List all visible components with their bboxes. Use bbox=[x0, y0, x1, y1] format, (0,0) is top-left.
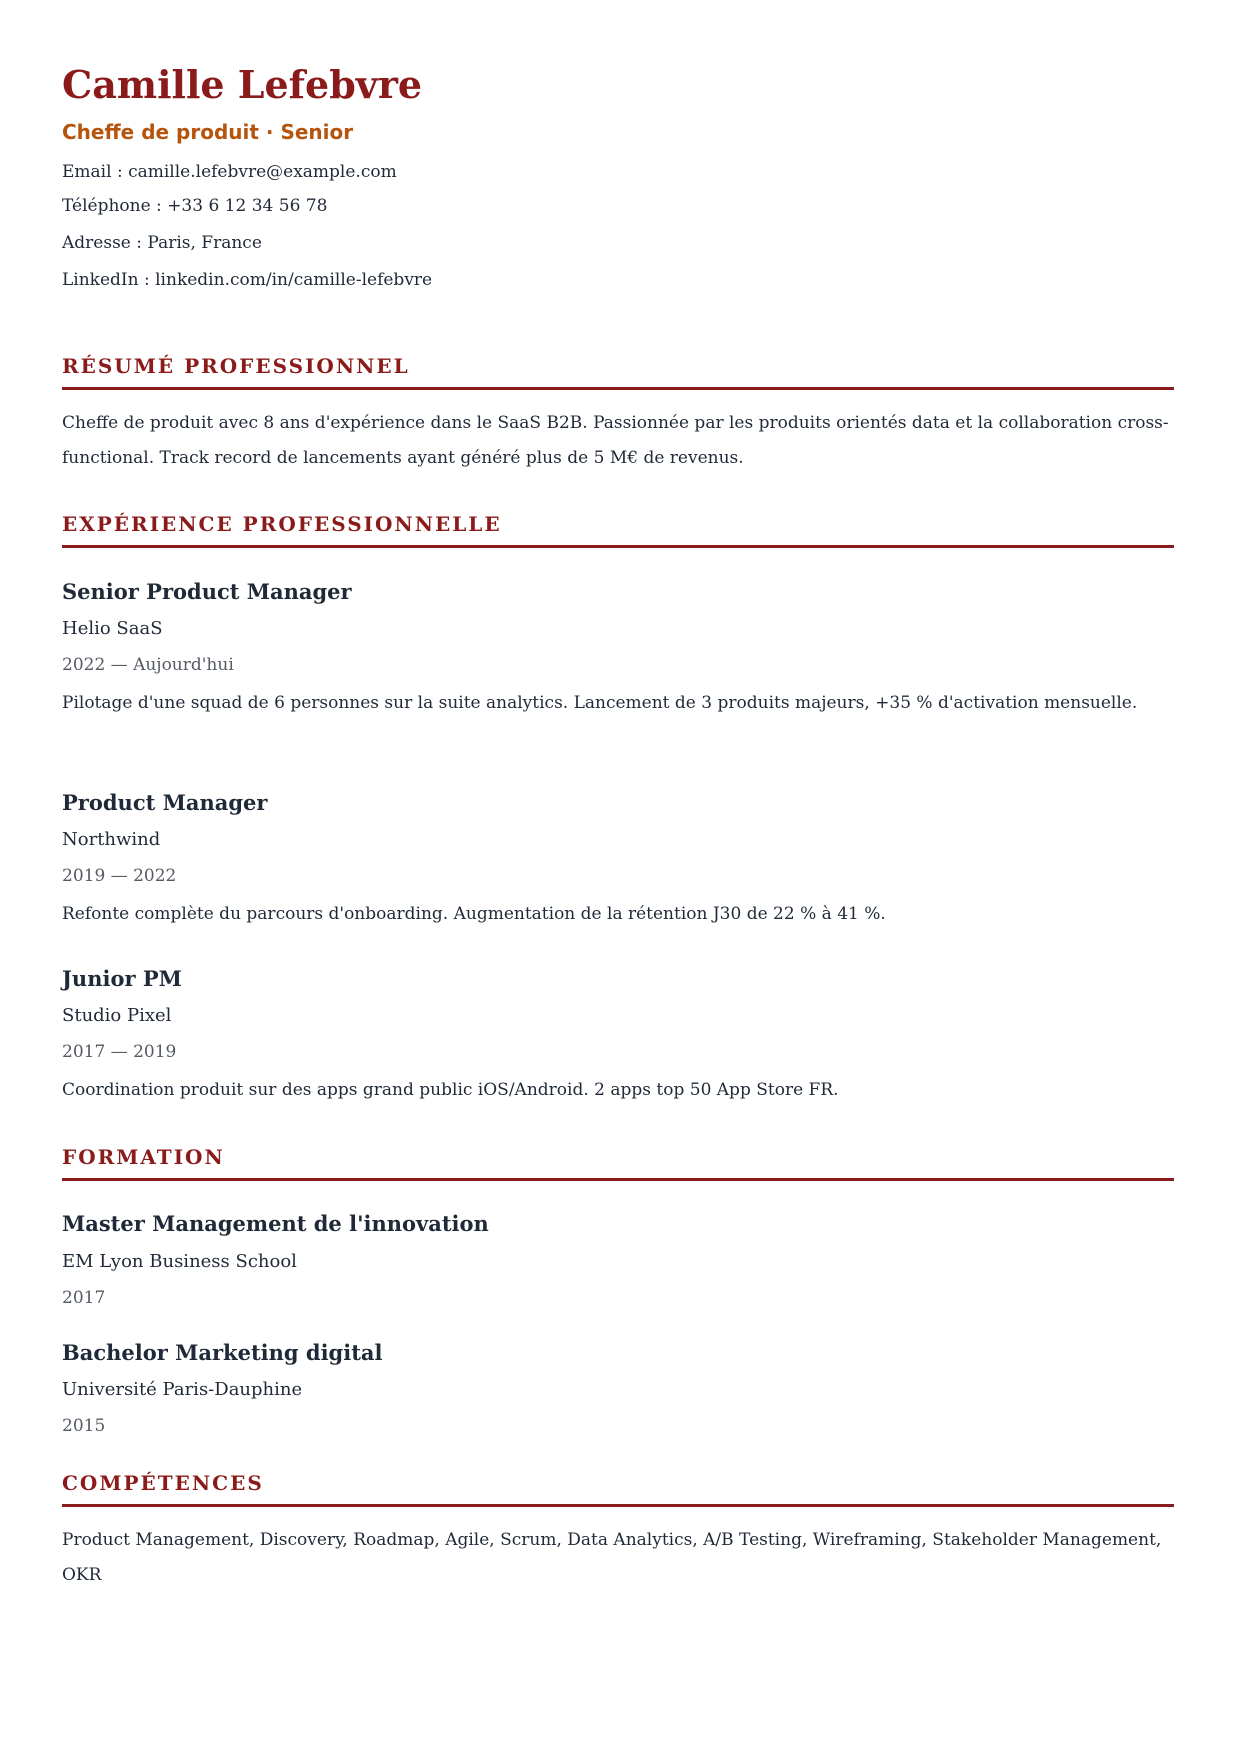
contact-linkedin: LinkedIn : linkedin.com/in/camille-lefebvre bbox=[62, 270, 433, 290]
section-heading-skills: COMPÉTENCES bbox=[62, 1471, 264, 1495]
section-divider bbox=[62, 1504, 1174, 1507]
job-dates: 2022 — Aujourd'hui bbox=[62, 655, 234, 675]
job-company: Northwind bbox=[62, 829, 161, 850]
job-dates: 2019 — 2022 bbox=[62, 866, 177, 886]
education-school: EM Lyon Business School bbox=[62, 1251, 297, 1272]
job-role: Senior Product Manager bbox=[62, 579, 352, 604]
education-school: Université Paris-Dauphine bbox=[62, 1379, 303, 1400]
education-degree: Master Management de l'innovation bbox=[62, 1211, 489, 1236]
section-divider bbox=[62, 1178, 1174, 1181]
section-divider bbox=[62, 387, 1174, 390]
section-heading-experience: EXPÉRIENCE PROFESSIONNELLE bbox=[62, 512, 502, 536]
job-dates: 2017 — 2019 bbox=[62, 1042, 177, 1062]
education-year: 2017 bbox=[62, 1288, 106, 1308]
skills-text: Product Management, Discovery, Roadmap, Agile, Scrum, Data Analytics, A/B Testing, Wireframing, Stakeholder Management, OKR bbox=[62, 1530, 1162, 1585]
job-role: Junior PM bbox=[62, 966, 182, 991]
job-description: Refonte complète du parcours d'onboarding. Augmentation de la rétention J30 de 22 % à 41 %. bbox=[62, 904, 886, 924]
job-company: Studio Pixel bbox=[62, 1005, 172, 1026]
education-degree: Bachelor Marketing digital bbox=[62, 1340, 383, 1365]
contact-address: Adresse : Paris, France bbox=[62, 233, 262, 253]
section-heading-education: FORMATION bbox=[62, 1145, 225, 1169]
job-company: Helio SaaS bbox=[62, 618, 163, 639]
education-year: 2015 bbox=[62, 1416, 106, 1436]
section-divider bbox=[62, 545, 1174, 548]
candidate-name: Camille Lefebvre bbox=[62, 62, 423, 107]
job-description: Coordination produit sur des apps grand public iOS/Android. 2 apps top 50 App Store FR. bbox=[62, 1080, 839, 1100]
contact-email: Email : camille.lefebvre@example.com bbox=[62, 162, 397, 182]
job-role: Product Manager bbox=[62, 790, 268, 815]
summary-text: Cheffe de produit avec 8 ans d'expérience dans le SaaS B2B. Passionnée par les produits orientés data et la collaboration cross-functional. Track record de lancements ayant généré plus de 5 M€ de revenus. bbox=[62, 413, 1169, 468]
section-heading-summary: RÉSUMÉ PROFESSIONNEL bbox=[62, 354, 410, 378]
job-headline: Cheffe de produit · Senior bbox=[62, 120, 354, 144]
job-description: Pilotage d'une squad de 6 personnes sur la suite analytics. Lancement de 3 produits majeurs, +35 % d'activation mensuelle. bbox=[62, 693, 1138, 713]
contact-phone: Téléphone : +33 6 12 34 56 78 bbox=[62, 196, 328, 216]
